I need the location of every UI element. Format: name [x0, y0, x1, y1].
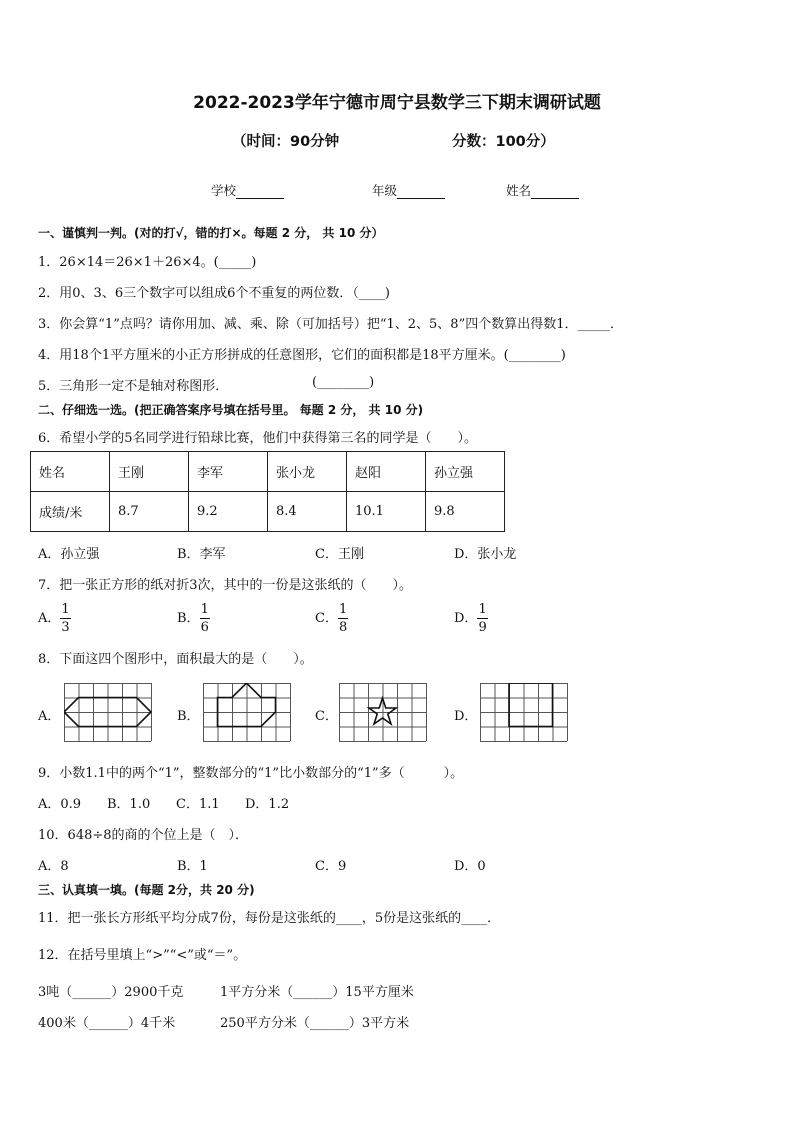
- q12-item-d: 250平方分米（______）3平方米: [220, 1016, 410, 1031]
- q10-option-b[interactable]: B．1: [177, 859, 208, 874]
- numerator: 1: [338, 602, 348, 617]
- table-cell: 王刚: [110, 452, 189, 492]
- table-cell: 10.1: [347, 492, 426, 532]
- denominator: 8: [338, 620, 348, 635]
- q6-option-d[interactable]: D．张小龙: [454, 547, 517, 562]
- table-cell: 赵阳: [347, 452, 426, 492]
- q7-option-d[interactable]: [454, 601, 488, 636]
- grade-blank[interactable]: [397, 184, 445, 199]
- table-cell: 9.2: [189, 492, 268, 532]
- grid-lines: [480, 683, 568, 742]
- q8-figure-b[interactable]: [203, 683, 291, 743]
- q10-option-c[interactable]: C．9: [315, 859, 347, 874]
- grade-label: 年级: [372, 183, 398, 198]
- question-5-blank: (________): [312, 375, 375, 390]
- rectangle-shape: [509, 683, 553, 727]
- grade-field: [372, 181, 445, 199]
- q6-option-a[interactable]: A．孙立强: [38, 547, 100, 562]
- q8-figure-c[interactable]: [339, 683, 427, 743]
- q12-item-c: 400米（______）4千米: [38, 1016, 176, 1031]
- name-blank[interactable]: [531, 184, 579, 199]
- question-9: 9．小数1.1中的两个“1”，整数部分的“1”比小数部分的“1”多（ ）。: [38, 766, 464, 781]
- option-label: B．: [177, 611, 200, 626]
- grid-lines: [339, 683, 427, 742]
- q8-option-d-label[interactable]: D．: [454, 709, 478, 724]
- numerator: 1: [478, 602, 487, 617]
- grid-lines: [64, 683, 152, 742]
- table-cell: 8.7: [110, 492, 189, 532]
- table-row: [31, 492, 505, 532]
- score-table: [30, 451, 505, 532]
- fraction: [60, 601, 70, 636]
- question-5: 5．三角形一定不是轴对称图形．: [38, 379, 229, 394]
- q6-option-b[interactable]: B．李军: [177, 547, 226, 562]
- table-cell: 8.4: [268, 492, 347, 532]
- denominator: 3: [61, 620, 70, 635]
- question-3: 3．你会算“1”点吗？请你用加、减、乘、除（可加括号）把“1、2、5、8”四个数算出得数1．_____．: [38, 317, 623, 332]
- table-cell: 李军: [189, 452, 268, 492]
- fraction: [477, 601, 487, 636]
- table-cell: 成绩/米: [31, 492, 110, 532]
- exam-score: 分数：100分）: [452, 134, 555, 150]
- table-cell: 孙立强: [426, 452, 505, 492]
- table-row: [31, 452, 505, 492]
- q6-option-c[interactable]: C．王刚: [315, 547, 364, 562]
- q9-option-d[interactable]: D．1.2: [245, 797, 290, 812]
- q8-option-a-label[interactable]: A．: [38, 709, 61, 724]
- option-label: D．: [454, 611, 478, 626]
- question-6: 6．希望小学的5名同学进行铅球比赛，他们中获得第三名的同学是（ ）。: [38, 431, 478, 446]
- table-cell: 9.8: [426, 492, 505, 532]
- q7-option-b[interactable]: [177, 601, 210, 636]
- q8-option-b-label[interactable]: B．: [177, 709, 200, 724]
- fraction: [200, 601, 210, 636]
- school-blank[interactable]: [236, 184, 284, 199]
- denominator: 6: [200, 620, 209, 635]
- table-cell: 姓名: [31, 452, 110, 492]
- numerator: 1: [61, 602, 70, 617]
- q10-option-a[interactable]: A．8: [38, 859, 69, 874]
- question-11: 11．把一张长方形纸平均分成7份，每份是这张纸的____，5份是这张纸的____．: [38, 911, 501, 926]
- question-12: 12．在括号里填上“>”“<”或“＝”。: [38, 948, 247, 963]
- q8-option-c-label[interactable]: C．: [315, 709, 338, 724]
- question-8: 8．下面这四个图形中，面积最大的是（ ）。: [38, 652, 313, 667]
- question-2: 2．用0、3、6三个数字可以组成6个不重复的两位数．（____): [38, 286, 390, 301]
- q8-figure-d[interactable]: [480, 683, 568, 743]
- grid-lines: [203, 683, 291, 742]
- denominator: 9: [478, 620, 487, 635]
- fraction: [338, 601, 348, 636]
- name-field: [506, 181, 579, 199]
- question-10: 10．648÷8的商的个位上是（ ）．: [38, 828, 249, 843]
- q9-option-b[interactable]: B．1.0: [107, 797, 151, 812]
- option-label: C．: [315, 611, 338, 626]
- name-label: 姓名: [506, 183, 532, 198]
- school-label: 学校: [211, 183, 237, 198]
- school-field: [211, 181, 284, 199]
- question-4: 4．用18个1平方厘米的小正方形拼成的任意图形，它们的面积都是18平方厘米。(________): [38, 348, 566, 363]
- question-7: 7．把一张正方形的纸对折3次，其中的一份是这张纸的（ ）。: [38, 578, 413, 593]
- section2-heading: 二、仔细选一选。(把正确答案序号填在括号里。 每题 2 分， 共 10 分): [38, 403, 424, 417]
- page-title: 2022-2023学年宁德市周宁县数学三下期末调研试题: [193, 93, 601, 113]
- q7-option-c[interactable]: [315, 601, 348, 636]
- q12-item-a: 3吨（______）2900千克: [38, 985, 184, 1000]
- q8-figure-a[interactable]: [64, 683, 152, 743]
- numerator: 1: [200, 602, 209, 617]
- q7-option-a[interactable]: [38, 601, 71, 636]
- section3-heading: 三、认真填一填。(每题 2分，共 20 分): [38, 883, 255, 897]
- question-1: 1．26×14＝26×1＋26×4。(_____): [38, 255, 257, 270]
- table-cell: 张小龙: [268, 452, 347, 492]
- q9-option-a[interactable]: A．0.9: [38, 797, 82, 812]
- q9-option-c[interactable]: C．1.1: [176, 797, 220, 812]
- section1-heading: 一、谨慎判一判。(对的打√，错的打×。每题 2 分， 共 10 分）: [38, 226, 384, 240]
- exam-time: （时间：90分钟: [232, 134, 340, 150]
- option-label: A．: [38, 611, 61, 626]
- q10-option-d[interactable]: D．0: [454, 859, 486, 874]
- q12-item-b: 1平方分米（______）15平方厘米: [220, 985, 414, 1000]
